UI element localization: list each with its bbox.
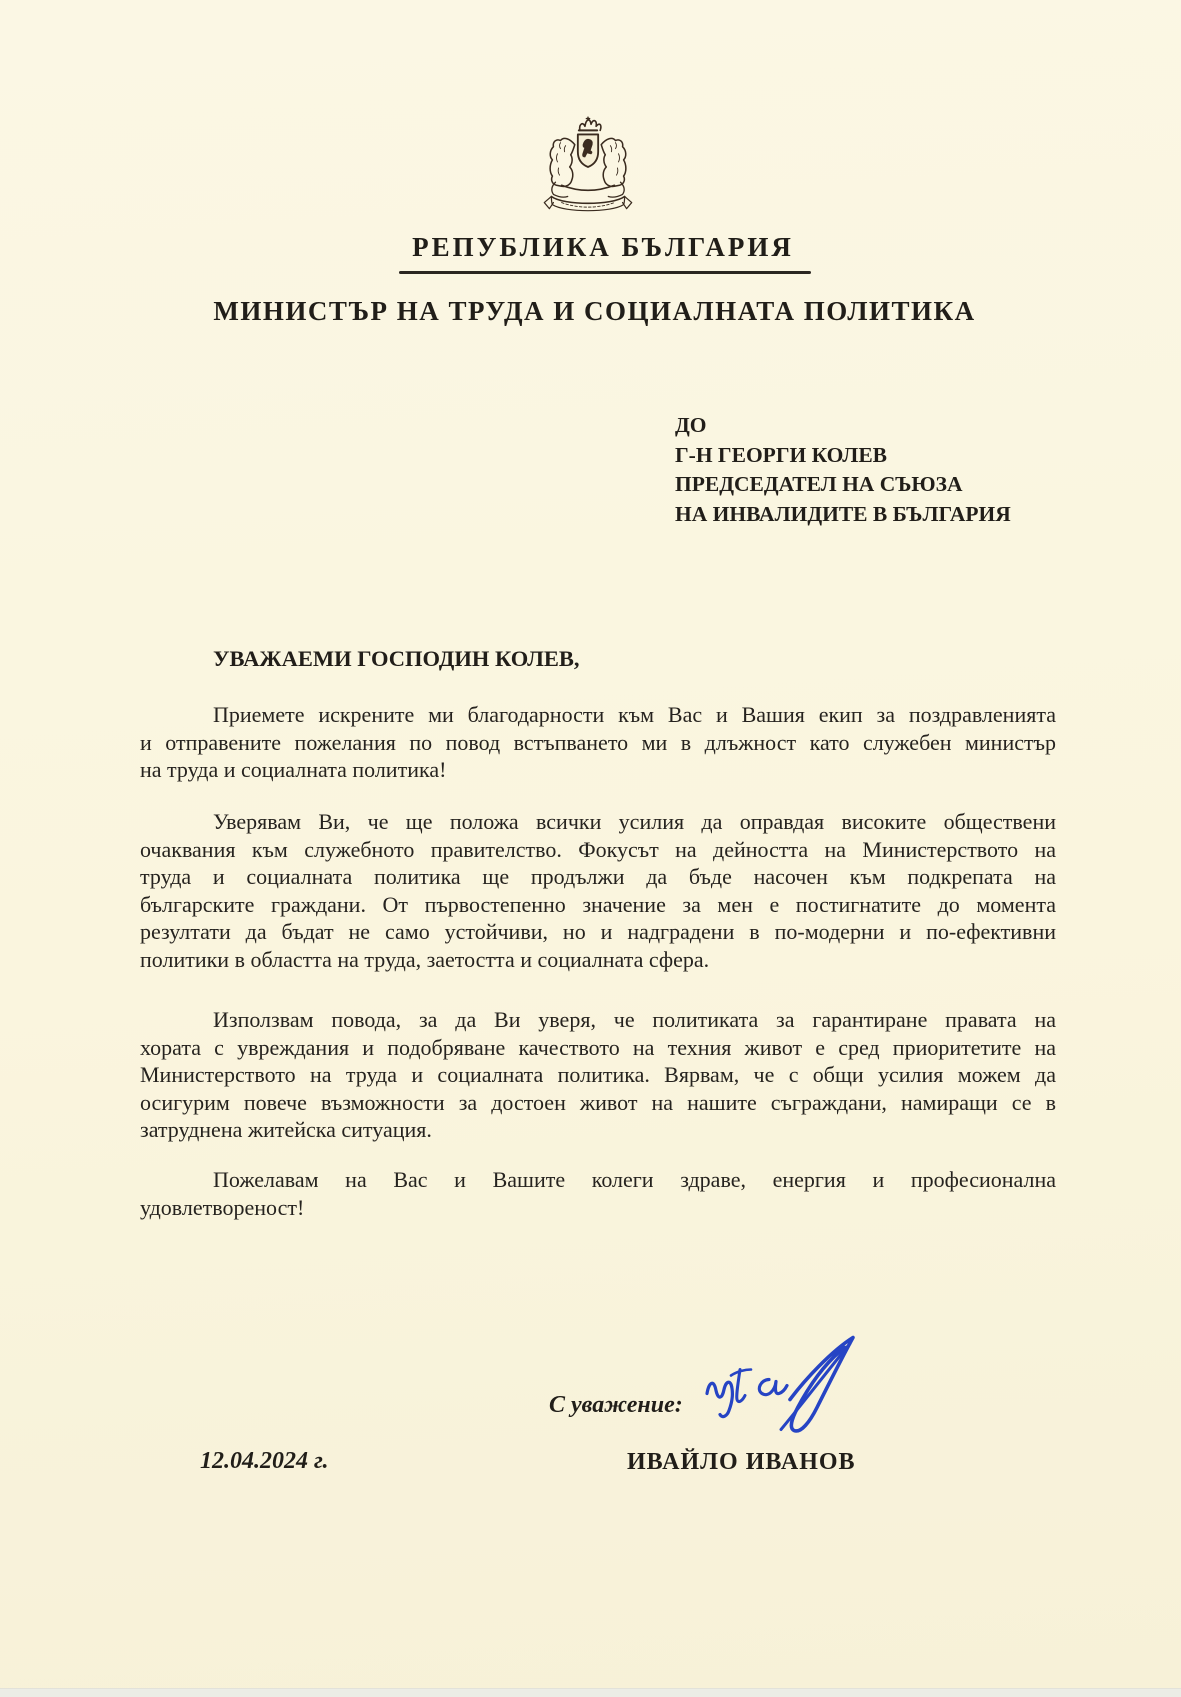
body-line: политики в областта на труда, заетостта и социалната сфера. [140,946,710,972]
bulgaria-coat-of-arms-icon [527,114,649,222]
body-line: Приемете искрените ми благодарности към Вас и Вашия екип за поздравленията [213,702,1056,727]
body-line: очаквания към служебното правителство. Фокусът на дейността на Министерството на [140,836,1056,862]
body-line: Министерството на труда и социалната политика. Вярвам, че с общи усилия можем да [140,1062,1056,1087]
date-text: 12.04.2024 г. [200,1448,329,1474]
salutation: УВАЖАЕМИ ГОСПОДИН КОЛЕВ, [213,646,580,671]
body-line: на труда и социалната политика! [140,757,447,782]
header-rule [399,271,811,274]
body-line: затруднена житейска ситуация. [140,1117,432,1142]
recipient-line: Г-Н ГЕОРГИ КОЛЕВ [675,442,887,467]
closing-label: С уважение: [549,1392,683,1418]
body-paragraph [140,808,1056,973]
body-line: Пожелавам на Вас и Вашите колеги здраве, енергия и професионална [213,1167,1056,1192]
handwritten-signature-icon [693,1330,868,1448]
body-line: Уверявам Ви, че ще положа всички усилия да оправдая високите обществени [213,809,1056,834]
minister-title: МИНИСТЪР НА ТРУДА И СОЦИАЛНАТА ПОЛИТИКА [213,296,976,326]
body-line: резултати да бъдат не само устойчиви, но и надградени в по-модерни и по-ефективни [140,919,1056,944]
body-line: хората с увреждания и подобряване качеството на техния живот е сред приоритетите на [140,1034,1056,1060]
body-line: удовлетвореност! [140,1194,305,1220]
body-line: Използвам повода, за да Ви уверя, че политиката за гарантиране правата на [213,1007,1056,1032]
recipient-block [675,411,1011,529]
body-line: труда и социалната политика ще продължи да бъде насочен към подкрепата на [140,864,1056,889]
body-line: и отправените пожелания по повод встъпването ми в длъжност като служебен министър [140,729,1056,755]
body-paragraph [140,1166,1056,1221]
body-line: българските граждани. От първостепенно значение за мен е постигнатите до момента [140,891,1056,917]
signer-name: ИВАЙЛО ИВАНОВ [627,1449,856,1475]
body-paragraph [140,1006,1056,1144]
body-line: осигурим повече възможности за достоен живот на нашите съграждани, намиращи се в [140,1089,1056,1115]
scan-bottom-edge [0,1688,1181,1697]
recipient-line: ДО [675,413,707,437]
body-paragraph [140,701,1056,784]
recipient-line: ПРЕДСЕДАТЕЛ НА СЪЮЗА [675,472,963,496]
recipient-line: НА ИНВАЛИДИТЕ В БЪЛГАРИЯ [675,501,1011,526]
republic-title: РЕПУБЛИКА БЪЛГАРИЯ [412,232,794,262]
